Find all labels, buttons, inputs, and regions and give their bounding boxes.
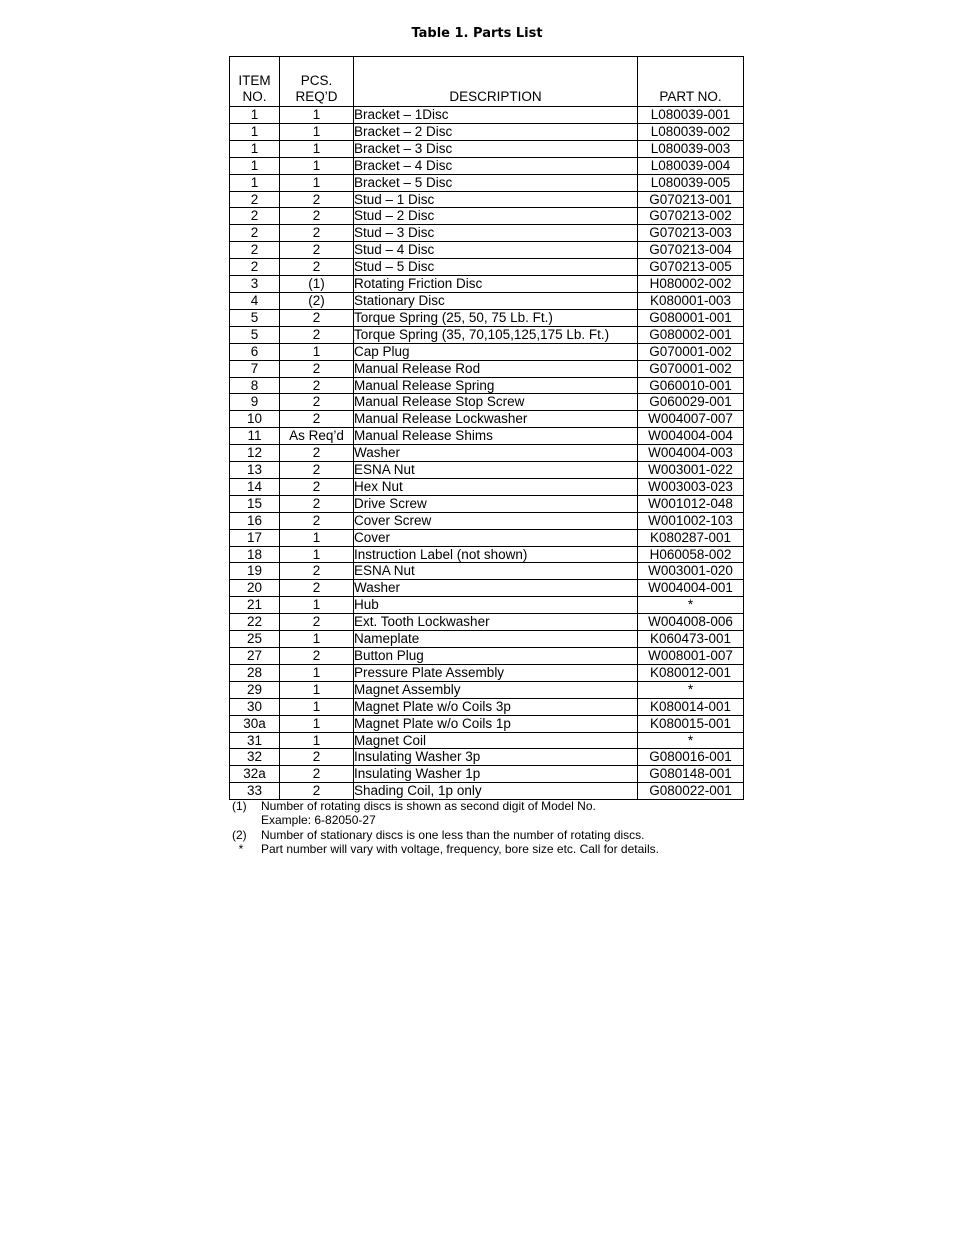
description-cell: Insulating Washer 3p bbox=[354, 749, 638, 766]
table-row bbox=[230, 614, 744, 631]
description-cell: Bracket – 3 Disc bbox=[354, 140, 638, 157]
part-no-cell: W003001-020 bbox=[638, 563, 744, 580]
footnote-text: Number of stationary discs is one less than the number of rotating discs. bbox=[261, 827, 645, 842]
part-no-cell: * bbox=[638, 681, 744, 698]
pcs-reqd-cell: 1 bbox=[280, 546, 354, 563]
item-no-cell: 7 bbox=[230, 360, 280, 377]
description-cell: Manual Release Lockwasher bbox=[354, 411, 638, 428]
part-no-cell: H080002-002 bbox=[638, 276, 744, 293]
description-cell: Stud – 2 Disc bbox=[354, 208, 638, 225]
header-pcs-line1: PCS. bbox=[300, 73, 333, 88]
description-cell: Hex Nut bbox=[354, 478, 638, 495]
part-no-cell: G070001-002 bbox=[638, 343, 744, 360]
item-no-cell: 1 bbox=[230, 107, 280, 124]
pcs-reqd-cell: 1 bbox=[280, 664, 354, 681]
item-no-cell: 5 bbox=[230, 309, 280, 326]
item-no-cell: 30a bbox=[230, 715, 280, 732]
table-row bbox=[230, 445, 744, 462]
pcs-reqd-cell: 2 bbox=[280, 749, 354, 766]
header-item-line2: NO. bbox=[242, 89, 267, 104]
item-no-cell: 16 bbox=[230, 512, 280, 529]
item-no-cell: 30 bbox=[230, 698, 280, 715]
pcs-reqd-cell: 2 bbox=[280, 242, 354, 259]
table-row bbox=[230, 343, 744, 360]
part-no-cell: K080014-001 bbox=[638, 698, 744, 715]
description-cell: Bracket – 4 Disc bbox=[354, 157, 638, 174]
footnote-text: Example: 6-82050-27 bbox=[261, 813, 376, 828]
pcs-reqd-cell: 2 bbox=[280, 462, 354, 479]
table-row bbox=[230, 495, 744, 512]
table-row bbox=[230, 766, 744, 783]
table-row bbox=[230, 140, 744, 157]
description-cell: Washer bbox=[354, 445, 638, 462]
description-cell: Ext. Tooth Lockwasher bbox=[354, 614, 638, 631]
footnote-line bbox=[232, 799, 659, 813]
parts-table-body bbox=[230, 107, 744, 800]
description-cell: Cap Plug bbox=[354, 343, 638, 360]
footnote-line bbox=[232, 813, 659, 827]
pcs-reqd-cell: As Req’d bbox=[280, 428, 354, 445]
header-pcs-reqd bbox=[280, 57, 354, 107]
description-cell: Stationary Disc bbox=[354, 292, 638, 309]
part-no-cell: G060010-001 bbox=[638, 377, 744, 394]
description-cell: Shading Coil, 1p only bbox=[354, 783, 638, 800]
part-no-cell: K080287-001 bbox=[638, 529, 744, 546]
footnotes bbox=[232, 799, 659, 857]
table-row bbox=[230, 749, 744, 766]
description-cell: Bracket – 1Disc bbox=[354, 107, 638, 124]
item-no-cell: 31 bbox=[230, 732, 280, 749]
pcs-reqd-cell: 1 bbox=[280, 529, 354, 546]
part-no-cell: * bbox=[638, 732, 744, 749]
pcs-reqd-cell: 1 bbox=[280, 107, 354, 124]
table-row bbox=[230, 326, 744, 343]
item-no-cell: 25 bbox=[230, 631, 280, 648]
item-no-cell: 1 bbox=[230, 123, 280, 140]
part-no-cell: W004004-004 bbox=[638, 428, 744, 445]
item-no-cell: 1 bbox=[230, 140, 280, 157]
part-no-cell: * bbox=[638, 597, 744, 614]
pcs-reqd-cell: 2 bbox=[280, 783, 354, 800]
table-row bbox=[230, 698, 744, 715]
description-cell: Magnet Assembly bbox=[354, 681, 638, 698]
table-row bbox=[230, 360, 744, 377]
part-no-cell: K080001-003 bbox=[638, 292, 744, 309]
part-no-cell: G060029-001 bbox=[638, 394, 744, 411]
item-no-cell: 18 bbox=[230, 546, 280, 563]
part-no-cell: H060058-002 bbox=[638, 546, 744, 563]
table-row bbox=[230, 157, 744, 174]
description-cell: ESNA Nut bbox=[354, 563, 638, 580]
pcs-reqd-cell: 2 bbox=[280, 208, 354, 225]
part-no-cell: L080039-003 bbox=[638, 140, 744, 157]
description-cell: Nameplate bbox=[354, 631, 638, 648]
part-no-cell: G070213-005 bbox=[638, 259, 744, 276]
pcs-reqd-cell: 2 bbox=[280, 377, 354, 394]
footnote-marker: (1) bbox=[232, 799, 247, 813]
description-cell: Cover Screw bbox=[354, 512, 638, 529]
table-row bbox=[230, 309, 744, 326]
table-row bbox=[230, 259, 744, 276]
item-no-cell: 21 bbox=[230, 597, 280, 614]
header-pcs-line2: REQ’D bbox=[295, 89, 338, 104]
item-no-cell: 19 bbox=[230, 563, 280, 580]
item-no-cell: 22 bbox=[230, 614, 280, 631]
item-no-cell: 15 bbox=[230, 495, 280, 512]
part-no-cell: G070213-002 bbox=[638, 208, 744, 225]
part-no-cell: G070213-004 bbox=[638, 242, 744, 259]
footnote-marker bbox=[232, 813, 261, 827]
header-item-line1: ITEM bbox=[238, 73, 271, 88]
item-no-cell: 2 bbox=[230, 225, 280, 242]
description-cell: Magnet Plate w/o Coils 1p bbox=[354, 715, 638, 732]
footnote-marker: * bbox=[238, 842, 244, 857]
item-no-cell: 1 bbox=[230, 157, 280, 174]
table-title: Table 1. Parts List bbox=[411, 26, 543, 41]
description-cell: Bracket – 2 Disc bbox=[354, 123, 638, 140]
table-row bbox=[230, 563, 744, 580]
table-row bbox=[230, 512, 744, 529]
part-no-cell: G080148-001 bbox=[638, 766, 744, 783]
item-no-cell: 8 bbox=[230, 377, 280, 394]
table-row bbox=[230, 377, 744, 394]
description-cell: Manual Release Shims bbox=[354, 428, 638, 445]
item-no-cell: 29 bbox=[230, 681, 280, 698]
description-cell: Cover bbox=[354, 529, 638, 546]
part-no-cell: L080039-002 bbox=[638, 123, 744, 140]
parts-list-table bbox=[229, 56, 744, 800]
pcs-reqd-cell: 1 bbox=[280, 343, 354, 360]
pcs-reqd-cell: 1 bbox=[280, 174, 354, 191]
footnote-text: Part number will vary with voltage, frequency, bore size etc. Call for details. bbox=[261, 842, 659, 857]
description-cell: Manual Release Rod bbox=[354, 360, 638, 377]
pcs-reqd-cell: 2 bbox=[280, 648, 354, 665]
part-no-cell: W003001-022 bbox=[638, 462, 744, 479]
part-no-cell: W001012-048 bbox=[638, 495, 744, 512]
description-cell: ESNA Nut bbox=[354, 462, 638, 479]
header-part-no: PART NO. bbox=[638, 57, 744, 107]
header-row bbox=[230, 57, 744, 107]
description-cell: Instruction Label (not shown) bbox=[354, 546, 638, 563]
item-no-cell: 17 bbox=[230, 529, 280, 546]
header-item-no bbox=[230, 57, 280, 107]
description-cell: Torque Spring (25, 50, 75 Lb. Ft.) bbox=[354, 309, 638, 326]
item-no-cell: 6 bbox=[230, 343, 280, 360]
part-no-cell: K060473-001 bbox=[638, 631, 744, 648]
pcs-reqd-cell: 1 bbox=[280, 698, 354, 715]
table-row bbox=[230, 191, 744, 208]
part-no-cell: W004007-007 bbox=[638, 411, 744, 428]
table-row bbox=[230, 411, 744, 428]
description-cell: Stud – 4 Disc bbox=[354, 242, 638, 259]
description-cell: Torque Spring (35, 70,105,125,175 Lb. Ft.) bbox=[354, 326, 638, 343]
table-row bbox=[230, 394, 744, 411]
part-no-cell: L080039-004 bbox=[638, 157, 744, 174]
item-no-cell: 9 bbox=[230, 394, 280, 411]
footnote-line bbox=[232, 828, 659, 842]
description-cell: Stud – 1 Disc bbox=[354, 191, 638, 208]
table-row bbox=[230, 242, 744, 259]
description-cell: Stud – 3 Disc bbox=[354, 225, 638, 242]
pcs-reqd-cell: 2 bbox=[280, 411, 354, 428]
pcs-reqd-cell: 2 bbox=[280, 614, 354, 631]
table-row bbox=[230, 648, 744, 665]
pcs-reqd-cell: 2 bbox=[280, 394, 354, 411]
item-no-cell: 12 bbox=[230, 445, 280, 462]
pcs-reqd-cell: 2 bbox=[280, 445, 354, 462]
item-no-cell: 32 bbox=[230, 749, 280, 766]
pcs-reqd-cell: 2 bbox=[280, 360, 354, 377]
table-row bbox=[230, 174, 744, 191]
item-no-cell: 3 bbox=[230, 276, 280, 293]
table-row bbox=[230, 631, 744, 648]
pcs-reqd-cell: 2 bbox=[280, 326, 354, 343]
pcs-reqd-cell: 1 bbox=[280, 157, 354, 174]
item-no-cell: 2 bbox=[230, 259, 280, 276]
part-no-cell: G070213-003 bbox=[638, 225, 744, 242]
pcs-reqd-cell: (1) bbox=[280, 276, 354, 293]
table-row bbox=[230, 107, 744, 124]
part-no-cell: K080012-001 bbox=[638, 664, 744, 681]
pcs-reqd-cell: 1 bbox=[280, 732, 354, 749]
item-no-cell: 2 bbox=[230, 208, 280, 225]
description-cell: Magnet Coil bbox=[354, 732, 638, 749]
item-no-cell: 33 bbox=[230, 783, 280, 800]
part-no-cell: W004004-001 bbox=[638, 580, 744, 597]
footnote-text: Number of rotating discs is shown as second digit of Model No. bbox=[261, 799, 596, 813]
description-cell: Hub bbox=[354, 597, 638, 614]
table-row bbox=[230, 225, 744, 242]
table-row bbox=[230, 123, 744, 140]
table-row bbox=[230, 597, 744, 614]
item-no-cell: 13 bbox=[230, 462, 280, 479]
item-no-cell: 27 bbox=[230, 648, 280, 665]
part-no-cell: G080016-001 bbox=[638, 749, 744, 766]
part-no-cell: G070001-002 bbox=[638, 360, 744, 377]
description-cell: Bracket – 5 Disc bbox=[354, 174, 638, 191]
table-row bbox=[230, 732, 744, 749]
table-row bbox=[230, 715, 744, 732]
pcs-reqd-cell: 2 bbox=[280, 580, 354, 597]
footnote-marker: (2) bbox=[232, 827, 247, 842]
table-row bbox=[230, 546, 744, 563]
description-cell: Insulating Washer 1p bbox=[354, 766, 638, 783]
description-cell: Magnet Plate w/o Coils 3p bbox=[354, 698, 638, 715]
item-no-cell: 11 bbox=[230, 428, 280, 445]
pcs-reqd-cell: 1 bbox=[280, 681, 354, 698]
table-row bbox=[230, 276, 744, 293]
pcs-reqd-cell: 2 bbox=[280, 259, 354, 276]
item-no-cell: 2 bbox=[230, 242, 280, 259]
pcs-reqd-cell: 1 bbox=[280, 597, 354, 614]
table-row bbox=[230, 664, 744, 681]
pcs-reqd-cell: 1 bbox=[280, 123, 354, 140]
table-row bbox=[230, 681, 744, 698]
pcs-reqd-cell: 2 bbox=[280, 563, 354, 580]
part-no-cell: G080001-001 bbox=[638, 309, 744, 326]
header-description: DESCRIPTION bbox=[354, 57, 638, 107]
description-cell: Washer bbox=[354, 580, 638, 597]
description-cell: Drive Screw bbox=[354, 495, 638, 512]
table-row bbox=[230, 428, 744, 445]
part-no-cell: W001002-103 bbox=[638, 512, 744, 529]
pcs-reqd-cell: 1 bbox=[280, 140, 354, 157]
table-row bbox=[230, 580, 744, 597]
description-cell: Pressure Plate Assembly bbox=[354, 664, 638, 681]
pcs-reqd-cell: 2 bbox=[280, 478, 354, 495]
pcs-reqd-cell: 2 bbox=[280, 191, 354, 208]
item-no-cell: 32a bbox=[230, 766, 280, 783]
part-no-cell: L080039-001 bbox=[638, 107, 744, 124]
pcs-reqd-cell: 1 bbox=[280, 631, 354, 648]
part-no-cell: G080022-001 bbox=[638, 783, 744, 800]
pcs-reqd-cell: 2 bbox=[280, 495, 354, 512]
part-no-cell: K080015-001 bbox=[638, 715, 744, 732]
description-cell: Rotating Friction Disc bbox=[354, 276, 638, 293]
item-no-cell: 5 bbox=[230, 326, 280, 343]
pcs-reqd-cell: 1 bbox=[280, 715, 354, 732]
part-no-cell: W003003-023 bbox=[638, 478, 744, 495]
part-no-cell: W004008-006 bbox=[638, 614, 744, 631]
pcs-reqd-cell: 2 bbox=[280, 225, 354, 242]
pcs-reqd-cell: 2 bbox=[280, 766, 354, 783]
item-no-cell: 2 bbox=[230, 191, 280, 208]
table-row bbox=[230, 529, 744, 546]
part-no-cell: W008001-007 bbox=[638, 648, 744, 665]
footnote-line bbox=[232, 842, 659, 856]
item-no-cell: 20 bbox=[230, 580, 280, 597]
pcs-reqd-cell: (2) bbox=[280, 292, 354, 309]
table-row bbox=[230, 292, 744, 309]
description-cell: Stud – 5 Disc bbox=[354, 259, 638, 276]
item-no-cell: 28 bbox=[230, 664, 280, 681]
item-no-cell: 14 bbox=[230, 478, 280, 495]
part-no-cell: L080039-005 bbox=[638, 174, 744, 191]
table-row bbox=[230, 783, 744, 800]
pcs-reqd-cell: 2 bbox=[280, 309, 354, 326]
part-no-cell: G070213-001 bbox=[638, 191, 744, 208]
item-no-cell: 4 bbox=[230, 292, 280, 309]
pcs-reqd-cell: 2 bbox=[280, 512, 354, 529]
part-no-cell: G080002-001 bbox=[638, 326, 744, 343]
item-no-cell: 1 bbox=[230, 174, 280, 191]
description-cell: Manual Release Spring bbox=[354, 377, 638, 394]
item-no-cell: 10 bbox=[230, 411, 280, 428]
table-row bbox=[230, 208, 744, 225]
description-cell: Manual Release Stop Screw bbox=[354, 394, 638, 411]
part-no-cell: W004004-003 bbox=[638, 445, 744, 462]
table-row bbox=[230, 462, 744, 479]
table-row bbox=[230, 478, 744, 495]
description-cell: Button Plug bbox=[354, 648, 638, 665]
